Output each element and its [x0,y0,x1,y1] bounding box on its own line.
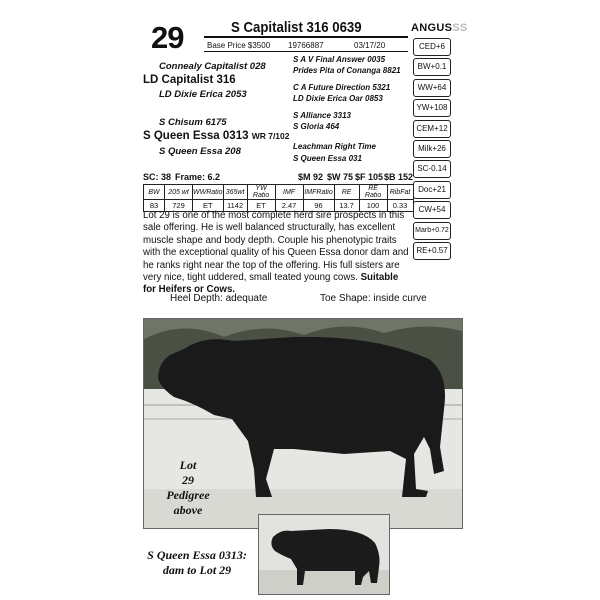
table-cell: ET [247,200,275,212]
description-body: Lot 29 is one of the most complete herd sire prospects in this sale offering. He is well balanced structurally, has excellent muscle shape and body depth. Couple his phenotypic traits with the exceptional quality of his Queen Essa donor dam and he ranks right near the top of the offering. His full sisters are very nice, tight uddered, small teated young cows. [143,210,409,284]
heel-depth: Heel Depth: adequate [170,293,268,304]
pedigree-sire-dam: LD Dixie Erica 2053 [159,89,247,100]
table-header: IMFRatio [303,185,334,200]
pedigree-dam: S Queen Essa 0313 WR 7/102 [143,130,290,142]
epd-bw: BW+0.1 [413,58,451,76]
photo-caption: Lot 29 Pedigree above [166,458,210,517]
table-cell: 13.7 [334,200,359,212]
pedigree-ancestor: C A Future Direction 5321 [293,83,391,92]
table-header: WWRatio [193,185,224,200]
epd-doc: Doc+21 [413,181,451,199]
scrotal-circumference: SC: 38 [143,172,172,182]
table-cell: 83 [144,200,165,212]
epd-ced: CED+6 [413,38,451,56]
angus-logo: ANGUSSS [411,22,468,34]
table-header: RE Ratio [359,185,387,200]
epd-cw: CW+54 [413,201,451,219]
lot-description [143,210,413,297]
table-header: 205 wt [165,185,193,200]
table-cell: ET [193,200,224,212]
index-sm: $M 92 [298,172,324,182]
epd-marb: Marb+0.72 [413,222,451,240]
epd-re: RE+0.57 [413,242,451,260]
table-header: IMF [275,185,303,200]
pedigree-sire-sire: Connealy Capitalist 028 [159,61,266,72]
registration-number: 19766887 [288,41,324,50]
lot-number: 29 [151,20,184,55]
name-underline [204,36,408,38]
table-cell: 2.47 [275,200,303,212]
epd-ww: WW+64 [413,79,451,97]
pedigree-sire: LD Capitalist 316 [143,74,236,86]
dam-caption: S Queen Essa 0313: dam to Lot 29 [147,548,247,577]
epd-column [413,38,450,262]
cow-illustration [259,515,389,594]
pedigree-ancestor: S Queen Essa 031 [293,154,362,163]
table-cell: 729 [165,200,193,212]
table-cell: 100 [359,200,387,212]
pedigree-ancestor: LD Dixie Erica Oar 0853 [293,94,383,103]
pedigree-ancestor: S A V Final Answer 0035 [293,55,386,64]
table-header: BW [144,185,165,200]
index-sw: $W 75 [327,172,354,182]
index-sf: $F 105 [355,172,384,182]
animal-name: S Capitalist 316 0639 [231,19,362,36]
table-cell: 1142 [223,200,247,212]
table-header: YW Ratio [247,185,275,200]
index-sb: $B 152 [384,172,414,182]
epd-cem: CEM+12 [413,120,451,138]
sub-underline [204,51,408,52]
pedigree-ancestor: Leachman Right Time [293,142,376,151]
pedigree-ancestor: S Gloria 464 [293,122,340,131]
base-price: Base Price $3500 [207,41,271,50]
description-highlight: Suitable for Heifers or Cows. [143,272,399,296]
table-cell: 96 [303,200,334,212]
performance-table [143,184,414,212]
pedigree-ancestor: S Alliance 3313 [293,111,351,120]
table-header: RibFat [387,185,413,200]
epd-milk: Milk+26 [413,140,451,158]
birth-date: 03/17/20 [354,41,386,50]
dam-weaning-ratio: WR 7/102 [251,131,290,141]
pedigree-ancestor: Prides Pita of Conanga 8821 [293,66,401,75]
frame-score: Frame: 6.2 [175,172,221,182]
table-header: 365wt [223,185,247,200]
pedigree-dam-dam: S Queen Essa 208 [159,146,241,157]
dam-photo [258,514,390,595]
epd-sc: SC-0.14 [413,160,451,178]
epd-yw: YW+108 [413,99,451,117]
table-header: RE [334,185,359,200]
performance-header-row [144,185,414,200]
pedigree-dam-sire: S Chisum 6175 [159,117,227,128]
toe-shape: Toe Shape: inside curve [320,293,427,304]
table-cell: 0.33 [387,200,413,212]
